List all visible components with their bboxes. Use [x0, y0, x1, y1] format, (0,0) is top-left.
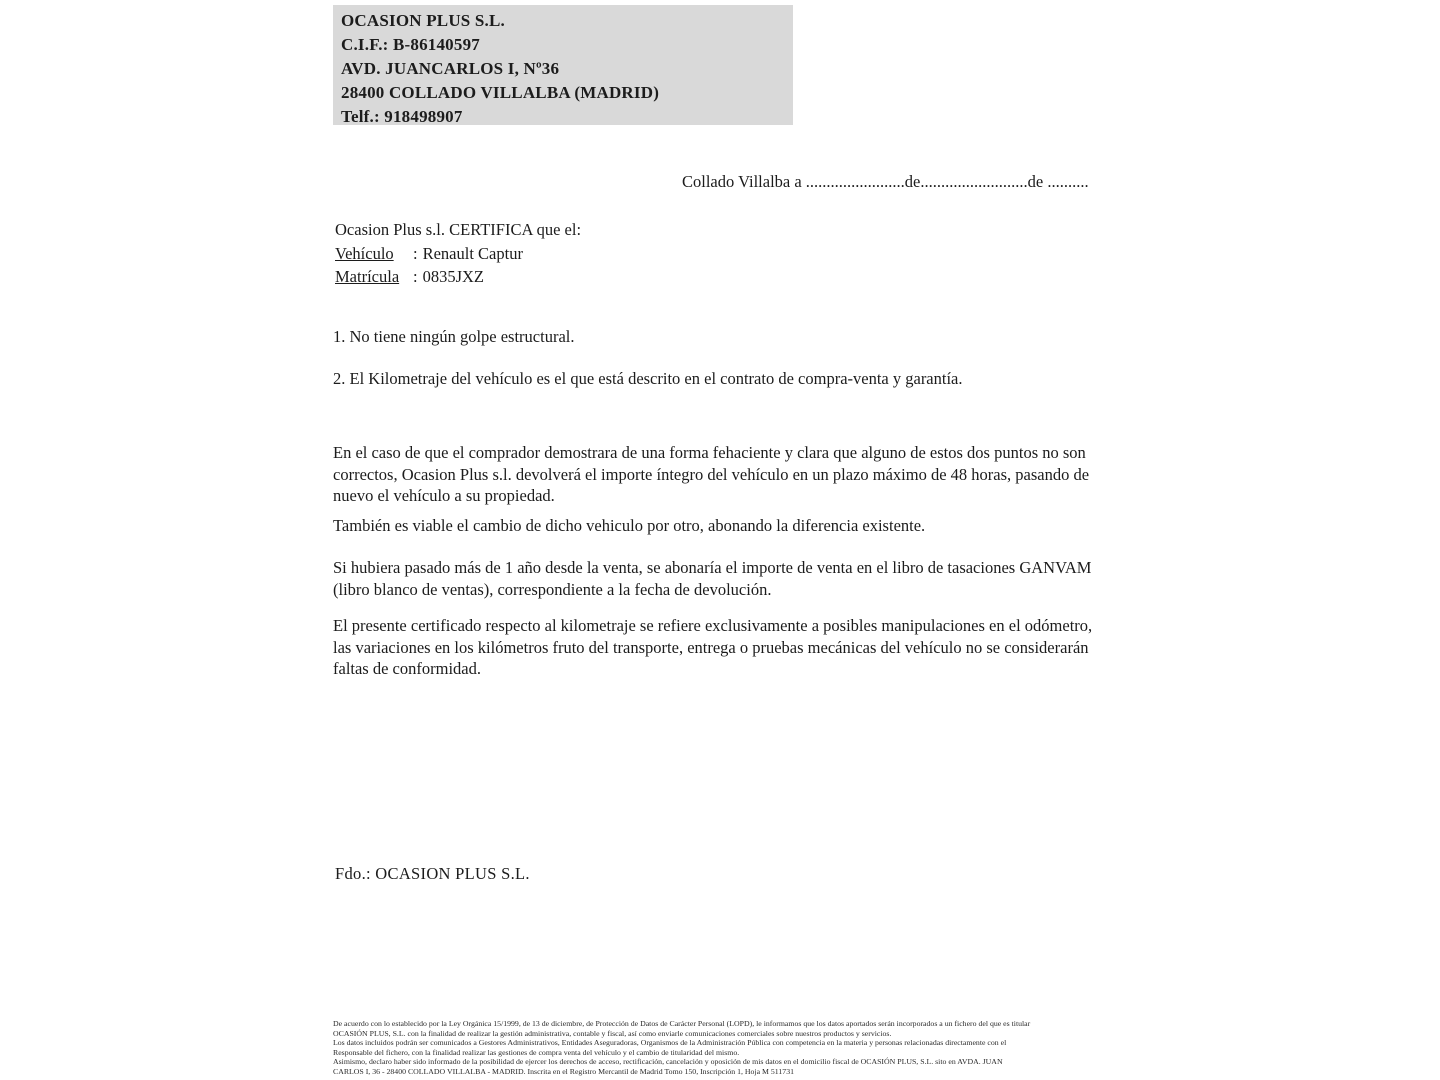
certificate-block	[335, 218, 581, 289]
vehicle-separator: :	[413, 243, 418, 263]
legal-line-5: Asimismo, declaro haber sido informado de la posibilidad de ejercer los derechos de acceso, rectificación, cancelación y oposición de mis datos en el domicilio fiscal de OCASIÓN PLUS, S.L. sito en AVDA. JUAN	[333, 1057, 1003, 1067]
paragraph-refund: En el caso de que el comprador demostrara de una forma fehaciente y clara que alguno de estos dos puntos no son correctos, Ocasion Plus s.l. devolverá el importe íntegro del vehículo en un plazo máximo de 48 horas, pasando de nuevo el vehículo a su propiedad.	[333, 443, 1090, 505]
vehicle-field-row	[335, 242, 581, 266]
company-name: OCASION PLUS S.L.	[341, 11, 505, 30]
paragraph-ganvam: Si hubiera pasado más de 1 año desde la venta, se abonaría el importe de venta en el libro de tasaciones GANVAM (libro blanco de ventas), correspondiente a la fecha de devolución.	[333, 558, 1092, 599]
date-place-line: Collado Villalba a ........................de..........................de ..........	[682, 172, 1089, 191]
legal-line-2: OCASIÓN PLUS, S.L. con la finalidad de realizar la gestión administrativa, contable y fiscal, así como enviarle comunicaciones comerciales sobre nuestros productos y servicios.	[333, 1028, 892, 1038]
legal-line-6: CARLOS I, 36 - 28400 COLLADO VILLALBA - MADRID. Inscrita en el Registro Mercantil de Madrid Tomo 150, Inscripción 1, Hoja M 511731	[333, 1066, 794, 1076]
paragraph-exchange: También es viable el cambio de dicho vehiculo por otro, abonando la diferencia existente.	[333, 516, 926, 535]
point-structural: 1. No tiene ningún golpe estructural.	[333, 327, 575, 346]
legal-line-4: Responsable del fichero, con la finalidad realizar las gestiones de compra venta del vehículo y el cambio de titularidad del mismo.	[333, 1047, 740, 1057]
legal-line-1: De acuerdo con lo establecido por la Ley Orgánica 15/1999, de 13 de diciembre, de Protección de Datos de Carácter Personal (LOPD), le informamos que los datos aportados serán incorporados a un fichero del que es titular	[333, 1019, 1031, 1028]
signature-line: Fdo.: OCASION PLUS S.L.	[335, 864, 530, 883]
plate-value: 0835JXZ	[422, 267, 485, 286]
company-cif: C.I.F.: B-86140597	[341, 35, 480, 54]
company-city: 28400 COLLADO VILLALBA (MADRID)	[341, 83, 660, 102]
company-address: AVD. JUANCARLOS I, Nº36	[341, 59, 560, 78]
company-header-box	[333, 5, 793, 125]
point-mileage: 2. El Kilometraje del vehículo es el que está descrito en el contrato de compra-venta y garantía.	[333, 369, 963, 388]
plate-label: Matrícula	[335, 267, 400, 286]
paragraph-odometer: El presente certificado respecto al kilometraje se refiere exclusivamente a posibles manipulaciones en el odómetro, las variaciones en los kilómetros fruto del transporte, entrega o pruebas mecánicas del vehículo no se considerarán faltas de conformidad.	[333, 616, 1093, 678]
vehicle-value: Renault Captur	[422, 243, 523, 263]
legal-line-3: Los datos incluidos podrán ser comunicados a Gestores Administrativos, Entidades Aseguradoras, Organismos de la Administración Pública con competencia en la materia y personas relacionadas directamente con el	[333, 1038, 1007, 1048]
vehicle-label: Vehículo	[335, 243, 394, 263]
legal-footer	[333, 1019, 1123, 1077]
plate-separator: :	[413, 267, 418, 286]
numbered-points	[333, 327, 963, 389]
company-phone: Telf.: 918498907	[341, 107, 463, 126]
plate-field-row	[335, 265, 581, 289]
certifica-intro: Ocasion Plus s.l. CERTIFICA que el:	[335, 220, 582, 239]
